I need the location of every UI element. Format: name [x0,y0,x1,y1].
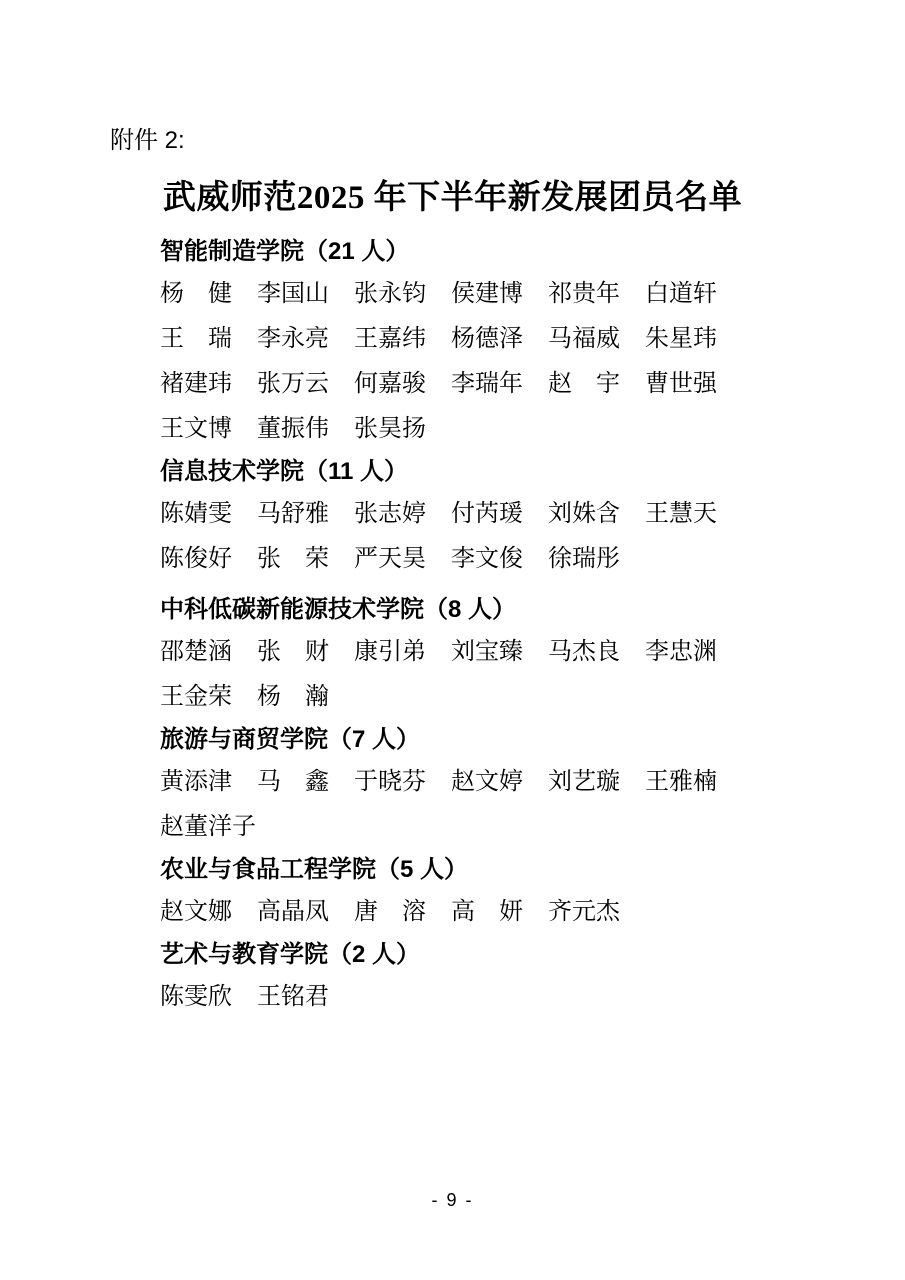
member-name: 张志婷 [354,501,426,527]
member-name: 何嘉骏 [354,371,426,397]
member-name: 李永亮 [257,326,329,352]
member-name: 侯建博 [451,281,523,307]
member-name: 刘艺璇 [548,769,620,795]
member-name: 白道轩 [645,281,717,307]
member-name: 高 妍 [451,899,523,925]
member-name: 刘姝含 [548,501,620,527]
member-name: 董振伟 [257,416,329,442]
section-heading: 中科低碳新能源技术学院（8 人） [160,596,517,623]
member-name: 杨 健 [160,281,232,307]
page-number: - 9 - [431,1190,474,1210]
name-row [160,975,845,1020]
college-section [160,935,845,1020]
member-name: 王嘉纬 [354,326,426,352]
member-name: 王雅楠 [645,769,717,795]
member-name: 李文俊 [451,546,523,572]
college-section [160,720,845,850]
section-heading: 农业与食品工程学院（5 人） [160,856,469,883]
name-row [160,492,845,537]
member-name: 付芮瑗 [451,501,523,527]
name-row [160,890,845,935]
member-name: 张昊扬 [354,416,426,442]
member-name: 朱星玮 [645,326,717,352]
member-name: 唐 溶 [354,899,426,925]
name-row [160,272,845,317]
member-name: 康引弟 [354,639,426,665]
member-name: 张 荣 [257,546,329,572]
member-name: 陈婧雯 [160,501,232,527]
member-name: 王 瑞 [160,326,232,352]
college-section [160,232,845,452]
member-name: 张万云 [257,371,329,397]
member-name: 李国山 [257,281,329,307]
attachment-label: 附件 2: [110,127,185,154]
member-name: 张永钧 [354,281,426,307]
member-name: 陈雯欣 [160,984,232,1010]
member-name: 杨 瀚 [257,684,329,710]
member-name: 刘宝臻 [451,639,523,665]
name-row [160,630,845,675]
college-section [160,850,845,935]
name-row [160,675,845,720]
name-row [160,362,845,407]
member-list [160,232,845,1020]
college-section [160,590,845,720]
member-name: 李瑞年 [451,371,523,397]
document-title: 武威师范2025 年下半年新发展团员名单 [162,180,743,216]
name-row [160,805,845,850]
section-heading: 智能制造学院（21 人） [160,238,410,265]
member-name: 马 鑫 [257,769,329,795]
name-row [160,537,845,582]
member-name: 马福威 [548,326,620,352]
member-name: 赵董洋子 [160,814,256,840]
member-name: 徐瑞彤 [548,546,620,572]
name-row [160,317,845,362]
member-name: 杨德泽 [451,326,523,352]
member-name: 张 财 [257,639,329,665]
member-name: 马杰良 [548,639,620,665]
member-name: 褚建玮 [160,371,232,397]
member-name: 赵 宇 [548,371,620,397]
member-name: 黄添津 [160,769,232,795]
member-name: 李忠渊 [645,639,717,665]
member-name: 王文博 [160,416,232,442]
member-name: 赵文婷 [451,769,523,795]
college-section [160,452,845,582]
member-name: 王慧天 [645,501,717,527]
section-heading: 旅游与商贸学院（7 人） [160,726,421,753]
member-name: 祁贵年 [548,281,620,307]
section-heading: 信息技术学院（11 人） [160,458,409,485]
member-name: 邵楚涵 [160,639,232,665]
member-name: 陈俊好 [160,546,232,572]
member-name: 齐元杰 [548,899,620,925]
member-name: 曹世强 [645,371,717,397]
member-name: 赵文娜 [160,899,232,925]
member-name: 王铭君 [257,984,329,1010]
name-row [160,407,845,452]
member-name: 王金荣 [160,684,232,710]
member-name: 高晶凤 [257,899,329,925]
section-heading: 艺术与教育学院（2 人） [160,941,421,968]
member-name: 严天昊 [354,546,426,572]
member-name: 马舒雅 [257,501,329,527]
name-row [160,760,845,805]
member-name: 于晓芬 [354,769,426,795]
